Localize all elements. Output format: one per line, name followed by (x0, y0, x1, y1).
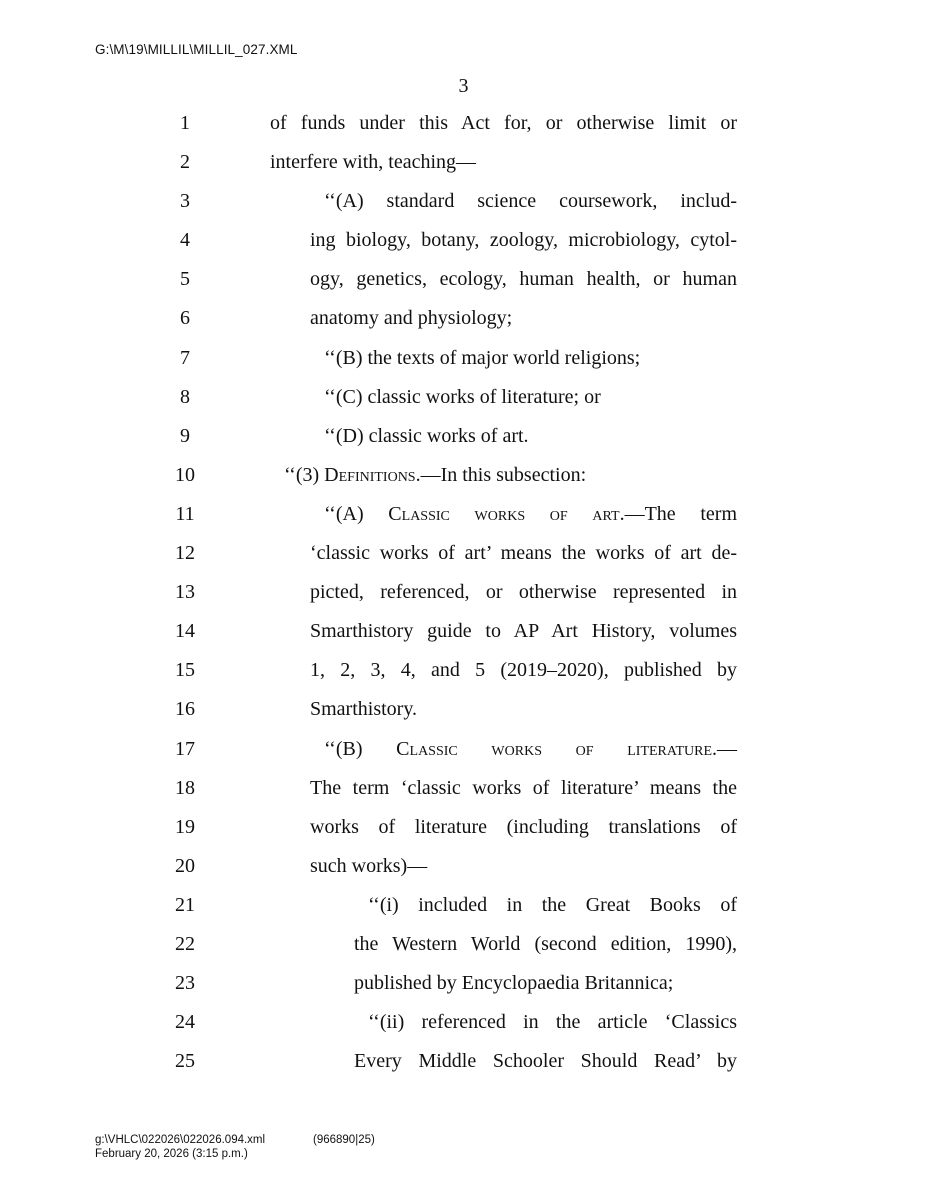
text-line (0, 572, 927, 611)
line-text: picted, referenced, or otherwise represented in (310, 581, 737, 604)
text-line (0, 885, 927, 924)
line-number: 22 (175, 932, 195, 955)
line-text: anatomy and physiology; (310, 307, 513, 330)
line-prefix: ‘‘(B) (324, 737, 397, 760)
text-line (0, 416, 927, 455)
line-text (270, 463, 737, 487)
footer-path: g:\VHLC\022026\022026.094.xml (95, 1134, 266, 1146)
text-line (0, 259, 927, 298)
line-number: 19 (175, 815, 195, 838)
section-heading: Classic works of art (388, 502, 620, 525)
line-number: 5 (180, 268, 190, 291)
line-number: 11 (175, 502, 195, 525)
text-line (0, 142, 927, 181)
text-line (0, 846, 927, 885)
line-number: 24 (175, 1011, 195, 1034)
line-number: 14 (175, 620, 195, 643)
text-line (0, 1041, 927, 1080)
line-text: ‘classic works of art’ means the works of art de- (310, 542, 737, 565)
line-text: Smarthistory. (310, 698, 418, 721)
text-line (0, 455, 927, 494)
line-text: Smarthistory guide to AP Art History, volumes (310, 620, 737, 643)
line-number: 23 (175, 972, 195, 995)
line-prefix: ‘‘(3) (284, 463, 325, 486)
line-number: 9 (180, 424, 190, 447)
text-line (0, 377, 927, 416)
section-heading: Classic works of literature (396, 737, 712, 760)
line-number: 18 (175, 776, 195, 799)
line-number: 15 (175, 659, 195, 682)
line-number: 6 (180, 307, 190, 330)
text-line (0, 220, 927, 259)
line-text: such works)— (310, 854, 428, 877)
bill-text-body (0, 103, 927, 1080)
line-number: 20 (175, 854, 195, 877)
line-number: 21 (175, 893, 195, 916)
text-line (0, 181, 927, 220)
text-line (0, 729, 927, 768)
line-suffix: .— (712, 737, 737, 760)
line-number: 4 (180, 229, 190, 252)
line-text: ‘‘(A) standard science coursework, includ- (324, 190, 737, 213)
text-line (0, 650, 927, 689)
line-number: 13 (175, 581, 195, 604)
line-prefix: ‘‘(A) (324, 502, 389, 525)
text-line (0, 298, 927, 337)
line-text: works of literature (including translations of (310, 815, 737, 838)
line-number: 7 (180, 346, 190, 369)
line-text: of funds under this Act for, or otherwise limit or (270, 112, 737, 134)
text-line (0, 689, 927, 728)
footer-doc-id: (966890|25) (313, 1134, 375, 1146)
line-number: 2 (180, 151, 190, 174)
text-line (0, 1002, 927, 1041)
text-line (0, 963, 927, 1002)
line-number: 3 (180, 190, 190, 213)
line-suffix: .—In this subsection: (415, 463, 587, 486)
footer-file-info (95, 1133, 265, 1161)
text-line (0, 103, 927, 142)
section-heading: Definitions (324, 463, 416, 486)
line-number: 12 (175, 542, 195, 565)
line-number: 10 (175, 463, 195, 486)
line-text: the Western World (second edition, 1990), (354, 932, 737, 955)
line-text: ‘‘(B) the texts of major world religions; (324, 346, 641, 369)
text-line (0, 768, 927, 807)
text-line (0, 533, 927, 572)
line-text: ing biology, botany, zoology, microbiology, cytol- (310, 229, 737, 252)
text-line (0, 924, 927, 963)
line-number: 16 (175, 698, 195, 721)
page-number: 3 (458, 75, 469, 97)
line-text: ‘‘(ii) referenced in the article ‘Classics (368, 1011, 737, 1034)
line-number: 1 (180, 112, 190, 134)
line-text: ‘‘(D) classic works of art. (324, 424, 529, 447)
line-text: interfere with, teaching— (270, 151, 477, 174)
line-number: 17 (175, 737, 195, 760)
text-line (0, 338, 927, 377)
text-line (0, 807, 927, 846)
line-text (310, 502, 737, 526)
line-suffix: .—The term (619, 502, 737, 525)
line-number: 8 (180, 385, 190, 408)
file-path-header: G:\M\19\MILLIL\MILLIL_027.XML (95, 42, 298, 57)
line-text: ‘‘(C) classic works of literature; or (324, 385, 601, 408)
line-text: Every Middle Schooler Should Read’ by (354, 1050, 737, 1073)
text-line (0, 611, 927, 650)
line-text: 1, 2, 3, 4, and 5 (2019–2020), published by (310, 659, 737, 682)
line-text (310, 737, 737, 761)
line-text: published by Encyclopaedia Britannica; (354, 972, 674, 995)
line-text: The term ‘classic works of literature’ means the (310, 776, 737, 799)
line-text: ‘‘(i) included in the Great Books of (368, 893, 737, 916)
line-number: 25 (175, 1050, 195, 1073)
line-text: ogy, genetics, ecology, human health, or human (310, 268, 737, 291)
footer-datetime: February 20, 2026 (3:15 p.m.) (95, 1148, 248, 1160)
text-line (0, 494, 927, 533)
